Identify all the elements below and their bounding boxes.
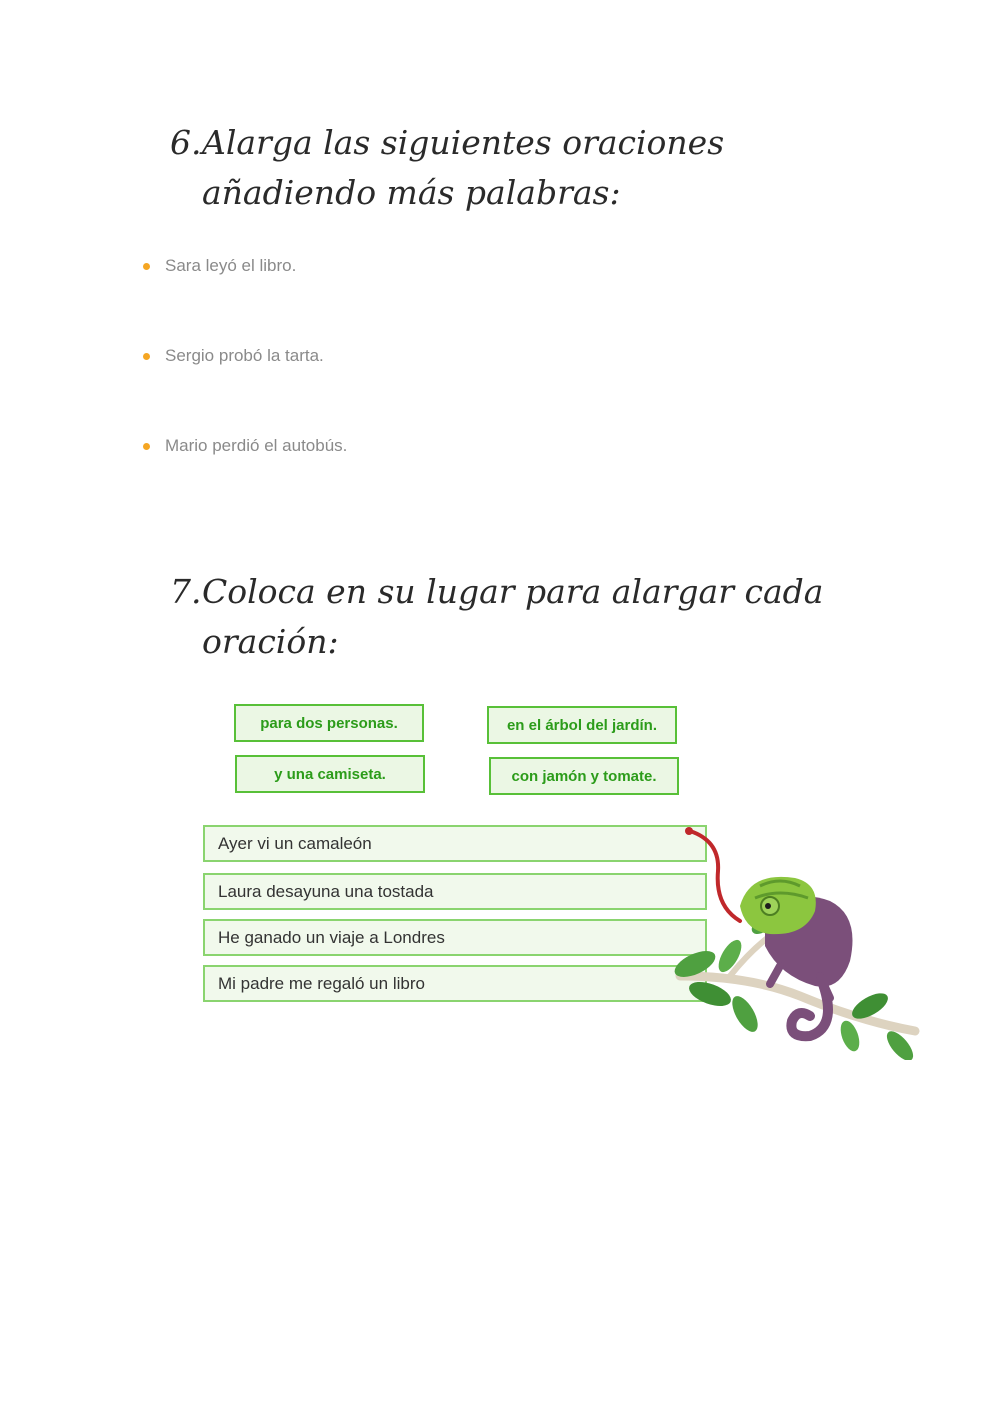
sentence-text: Sergio probó la tarta. (165, 346, 324, 365)
exercise-6-title-line2: añadiendo más palabras: (202, 173, 621, 212)
exercise-7-heading (170, 567, 823, 667)
exercise-7-title-line2: oración: (202, 622, 339, 661)
bullet-dot-icon (143, 353, 150, 360)
exercise-6-heading (170, 118, 724, 218)
draggable-chip-en-el-arbol[interactable]: en el árbol del jardín. (487, 706, 677, 744)
sentence-text: Mario perdió el autobús. (165, 436, 348, 455)
bullet-dot-icon (143, 263, 150, 270)
draggable-chip-con-jamon[interactable]: con jamón y tomate. (489, 757, 679, 795)
exercise-7-number: 7. (170, 572, 202, 611)
sentence-text: Sara leyó el libro. (165, 256, 297, 275)
sentence-drop-target-libro[interactable] (203, 965, 707, 1002)
chameleon-icon (670, 826, 920, 1060)
sentence-drop-target-londres[interactable] (203, 919, 707, 956)
sentence-text: He ganado un viaje a Londres (218, 927, 445, 947)
draggable-chip-y-una-camiseta[interactable]: y una camiseta. (235, 755, 425, 793)
draggable-chip-para-dos-personas[interactable]: para dos personas. (234, 704, 424, 742)
sentence-drop-target-tostada[interactable] (203, 873, 707, 910)
exercise-6-sentence-list (140, 256, 347, 526)
bullet-dot-icon (143, 443, 150, 450)
exercise-7-title-line1: Coloca en su lugar para alargar cada (202, 572, 824, 611)
list-item (140, 256, 347, 346)
list-item (140, 436, 347, 526)
exercise-6-number: 6. (170, 123, 202, 162)
sentence-text: Ayer vi un camaleón (218, 833, 372, 853)
sentence-drop-target-camaleon[interactable] (203, 825, 707, 862)
list-item (140, 346, 347, 436)
sentence-text: Mi padre me regaló un libro (218, 973, 425, 993)
sentence-text: Laura desayuna una tostada (218, 881, 434, 901)
exercise-6-title-line1: Alarga las siguientes oraciones (202, 123, 725, 162)
